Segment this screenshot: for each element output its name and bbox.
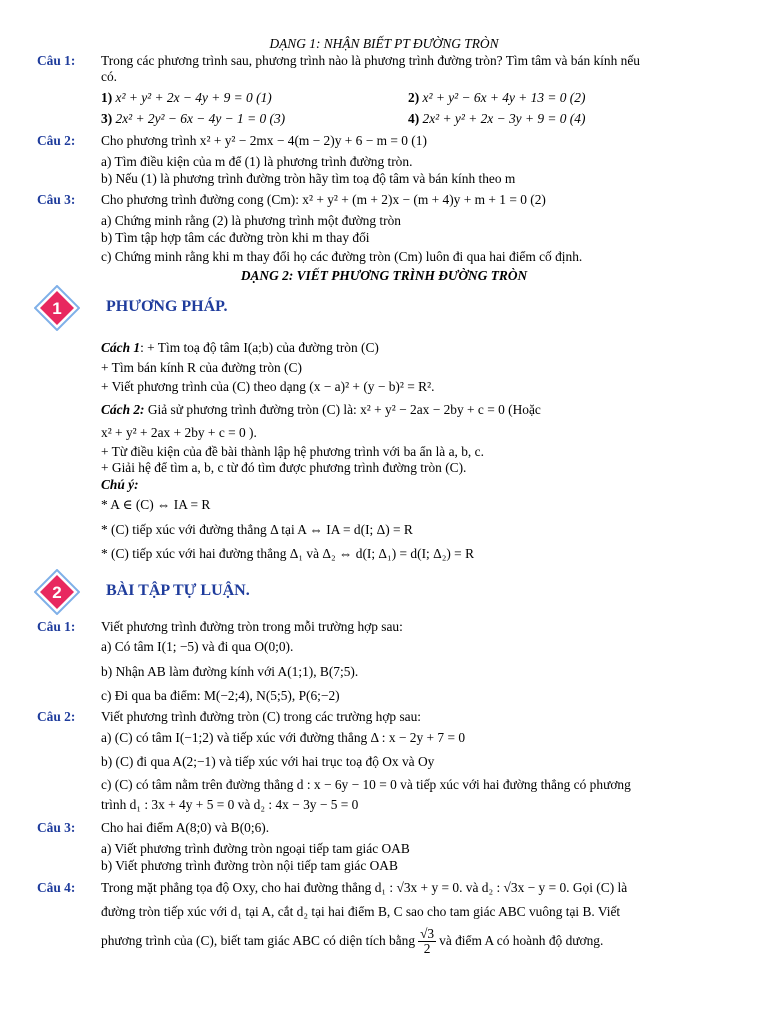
- ex-1-label: Câu 1:: [37, 619, 76, 634]
- section-1-badge: [34, 285, 80, 331]
- ex-4-text-3a: phương trình của (C), biết tam giác ABC có diện tích bằng: [101, 933, 416, 948]
- option-3-number: 3): [101, 111, 113, 126]
- ex-2-c-cont: trình d₁ : 3x + 4y + 5 = 0 và d₂ : 4x − 3y − 5 = 0: [101, 797, 359, 812]
- method-2-head: Cách 2:: [101, 402, 145, 417]
- option-3: [101, 110, 285, 127]
- option-4: [408, 110, 585, 127]
- ex-1-c: c) Đi qua ba điểm: M(−2;4), N(5;5), P(6;−2): [101, 688, 340, 703]
- cau-2-text: Cho phương trình x² + y² − 2mx − 4(m − 2)y + 6 − m = 0 (1): [101, 133, 427, 148]
- ex-2-label: Câu 2:: [37, 709, 76, 724]
- ex-4-text: Trong mặt phẳng tọa độ Oxy, cho hai đường thẳng d₁ : √3x + y = 0. và d₂ : √3x − y = 0. Gọi (C) là: [101, 880, 628, 895]
- section-2-title: BÀI TẬP TỰ LUẬN.: [106, 582, 250, 599]
- method-1-line-2: + Tìm bán kính R của đường tròn (C): [101, 360, 302, 375]
- cau-2-b: b) Nếu (1) là phương trình đường tròn hãy tìm toạ độ tâm và bán kính theo m: [101, 171, 516, 186]
- area-fraction: [418, 927, 436, 956]
- section-1-title: PHƯƠNG PHÁP.: [106, 298, 228, 315]
- method-2-line-2: x² + y² + 2ax + 2by + c = 0 ).: [101, 425, 257, 440]
- ex-4-label: Câu 4:: [37, 880, 76, 895]
- ex-1-a: a) Có tâm I(1; −5) và đi qua O(0;0).: [101, 639, 294, 654]
- ex-2-b: b) (C) đi qua A(2;−1) và tiếp xúc với hai trục toạ độ Ox và Oy: [101, 754, 435, 769]
- section-2-number: 2: [52, 583, 62, 602]
- option-1-number: 1): [101, 90, 113, 105]
- option-2: [408, 89, 585, 106]
- method-1-head: Cách 1: [101, 340, 141, 355]
- cau-3-a: a) Chứng minh rằng (2) là phương trình một đường tròn: [101, 213, 401, 228]
- method-2-line-3: + Từ điều kiện của đề bài thành lập hệ phương trình với ba ẩn là a, b, c.: [101, 444, 484, 459]
- fraction-denominator: 2: [423, 941, 431, 957]
- option-1: [101, 89, 272, 106]
- method-2-text: Giả sử phương trình đường tròn (C) là: x² + y² − 2ax − 2by + c = 0 (Hoặc: [144, 402, 541, 417]
- note-1: * A ∈ (C) ⇔ IA = R: [101, 497, 211, 512]
- ex-4-text-3: [101, 924, 603, 958]
- method-2-line-4: + Giải hệ để tìm a, b, c từ đó tìm được phương trình đường tròn (C).: [101, 460, 467, 475]
- heading-dang-1: DẠNG 1: NHẬN BIẾT PT ĐƯỜNG TRÒN: [269, 36, 499, 51]
- option-4-equation: 2x² + y² + 2x − 3y + 9 = 0 (4): [422, 111, 586, 126]
- ex-2-text: Viết phương trình đường tròn (C) trong các trường hợp sau:: [101, 709, 422, 724]
- ex-3-label: Câu 3:: [37, 820, 76, 835]
- ex-3-a: a) Viết phương trình đường tròn ngoại tiếp tam giác OAB: [101, 841, 410, 856]
- ex-3-b: b) Viết phương trình đường tròn nội tiếp tam giác OAB: [101, 858, 398, 873]
- cau-3-label: Câu 3:: [37, 192, 76, 207]
- heading-dang-2: DẠNG 2: VIẾT PHƯƠNG TRÌNH ĐƯỜNG TRÒN: [240, 268, 528, 283]
- ex-4-text-2: đường tròn tiếp xúc với d₁ tại A, cắt d₂ tại hai điểm B, C sao cho tam giác ABC vuông tại B. Viết: [101, 904, 621, 919]
- cau-3-b: b) Tìm tập hợp tâm các đường tròn khi m thay đổi: [101, 230, 370, 245]
- note-2: * (C) tiếp xúc với đường thẳng Δ tại A ⇔ IA = d(I; Δ) = R: [101, 522, 413, 537]
- cau-3-text: Cho phương trình đường cong (Cm): x² + y² + (m + 2)x − (m + 4)y + m + 1 = 0 (2): [101, 192, 546, 207]
- cau-1-label: Câu 1:: [37, 53, 76, 68]
- ex-3-text: Cho hai điểm A(8;0) và B(0;6).: [101, 820, 270, 835]
- cau-1-text: Trong các phương trình sau, phương trình nào là phương trình đường tròn? Tìm tâm và bán kính nếu: [101, 53, 640, 68]
- option-1-equation: x² + y² + 2x − 4y + 9 = 0 (1): [115, 90, 272, 105]
- method-2-line-1: [101, 401, 541, 418]
- method-1-text: : + Tìm toạ độ tâm I(a;b) của đường tròn (C): [140, 340, 379, 355]
- option-3-equation: 2x² + 2y² − 6x − 4y − 1 = 0 (3): [115, 111, 286, 126]
- cau-2-label: Câu 2:: [37, 133, 76, 148]
- ex-1-text: Viết phương trình đường tròn trong mỗi trường hợp sau:: [101, 619, 403, 634]
- ex-4-text-3b: và điểm A có hoành độ dương.: [439, 933, 604, 948]
- section-2-badge: [34, 569, 80, 615]
- note-3: * (C) tiếp xúc với hai đường thẳng Δ₁ và Δ₂ ⇔ d(I; Δ₁) = d(I; Δ₂) = R: [101, 546, 475, 561]
- ex-1-b: b) Nhận AB làm đường kính với A(1;1), B(7;5).: [101, 664, 359, 679]
- method-1-line-1: [101, 339, 379, 356]
- section-1-number: 1: [52, 299, 62, 318]
- option-4-number: 4): [408, 111, 420, 126]
- ex-2-c: c) (C) có tâm nằm trên đường thẳng d : x − 6y − 10 = 0 và tiếp xúc với hai đường thẳng có phương: [101, 777, 631, 792]
- ex-2-a: a) (C) có tâm I(−1;2) và tiếp xúc với đường thẳng Δ : x − 2y + 7 = 0: [101, 730, 466, 745]
- note-heading: Chú ý:: [101, 477, 139, 492]
- option-2-number: 2): [408, 90, 420, 105]
- cau-1-text-cont: có.: [101, 69, 117, 84]
- cau-2-a: a) Tìm điều kiện của m để (1) là phương trình đường tròn.: [101, 154, 413, 169]
- method-1-line-3: + Viết phương trình của (C) theo dạng (x − a)² + (y − b)² = R².: [101, 379, 435, 394]
- option-2-equation: x² + y² − 6x + 4y + 13 = 0 (2): [422, 90, 586, 105]
- fraction-numerator: √3: [420, 926, 435, 942]
- cau-3-c: c) Chứng minh rằng khi m thay đổi họ các đường tròn (Cm) luôn đi qua hai điểm cố định.: [101, 249, 583, 264]
